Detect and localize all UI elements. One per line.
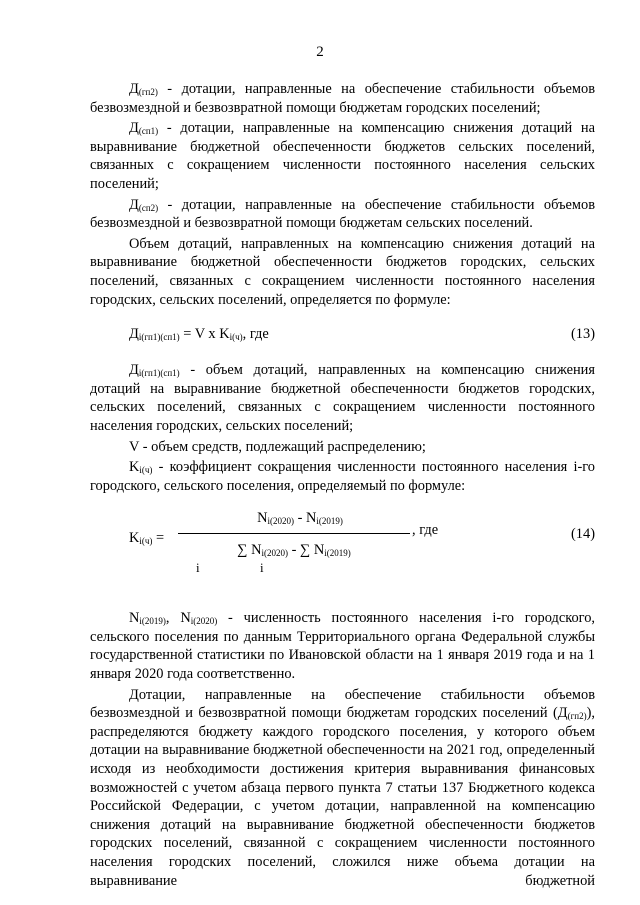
paragraph [90,80,595,117]
fraction-denominator [178,541,410,560]
symbol: ∑ N [237,542,262,559]
subscript: (сп1) [138,126,159,137]
paragraph [90,361,595,435]
fraction-numerator [190,509,410,528]
subscript: i(ч) [139,536,153,547]
symbol: N [257,510,268,527]
subscript: (гп2) [567,711,587,722]
paragraph [90,119,595,193]
formula-number: (13) [571,326,595,343]
symbol: Д [129,81,139,97]
symbol: ∑ N [300,542,325,559]
subscript: i(гп1)(сп1) [138,332,180,343]
formula-lhs [129,529,164,548]
formula-expression [129,325,269,344]
formula-part: , где [412,522,439,539]
symbol: N [180,610,191,627]
subscript: i(2019) [139,616,166,627]
symbol: K [129,530,140,547]
subscript: (гп2) [138,87,158,97]
symbol: N [306,510,317,527]
paragraph-text: - коэффициент сокращения численности постоянного населения i-го городского, сельского поселения, определяемый по формуле: [90,459,595,494]
paragraph [90,609,595,683]
subscript: i(2020) [190,616,218,627]
subscript: i(2019) [324,548,351,559]
subscript: i(2020) [261,548,288,559]
formula-part: - [294,510,306,527]
paragraph [90,458,595,495]
symbol: Д [129,326,139,343]
fraction-bar [178,533,410,534]
formula-part: = [152,530,165,547]
symbol: Д [129,196,139,213]
symbol: Д [129,362,139,379]
page-number: 2 [316,44,324,60]
paragraph [90,686,595,891]
paragraph-text: - дотации, направленные на обеспечение стабильности объемов безвозмездной и безвозвратной помощи бюджетам сельских поселений. [90,196,595,232]
paragraph-text: Дотации, направленные на обеспечение стабильности объемов безвозмездной и безвозвратной помощи бюджетам городских поселений (Д [90,686,595,722]
paragraph: Объем дотаций, направленных на компенсацию снижения дотаций на выравнивание бюджетной обеспеченности бюджетов городских, сельских поселений, связанных с сокращением численности постоянного населения городских, сельских поселений, определяется по формуле: [90,235,595,308]
paragraph: V - объем средств, подлежащий распределению; [129,438,426,455]
subscript: i(2019) [316,516,343,527]
formula-part: , где [242,326,269,343]
sum-index: i [260,560,264,576]
formula-part: , [165,610,181,627]
subscript: i(ч) [139,465,153,476]
paragraph-text: - объем дотаций, направленных на компенсацию снижения дотаций на выравнивание бюджетной обеспеченности бюджетов городских, сельских поселений, связанных с сокращением численности постоянного населения городских, сельских поселений; [90,362,595,434]
subscript: i(2020) [267,516,294,527]
subscript: (сп2) [138,202,159,213]
formula-13 [90,319,595,355]
subscript: i(ч) [229,332,243,343]
formula-part: = V x K [179,326,230,343]
document-body [90,80,595,892]
paragraph-text: - численность постоянного населения i-го городского, сельского поселения по данным Территориального органа Федеральной службы государственной статистики по Ивановской области на 1 января 2019 года и на 1 января 2020 года соответственно. [90,610,595,683]
formula-14 [90,507,595,587]
formula-part: - [288,542,300,559]
sum-index: i [196,560,200,576]
paragraph [90,196,595,233]
symbol: Д [129,120,139,137]
symbol: N [129,610,140,627]
symbol: K [129,459,140,476]
paragraph-text: - дотации, направленные на обеспечение стабильности объемов безвозмездной и безвозвратной помощи бюджетам городских поселений; [90,81,595,116]
paragraph-text: - дотации, направленные на компенсацию снижения дотаций на выравнивание бюджетной обеспеченности бюджетов сельских поселений, связанных с сокращением численности постоянного населения сельских поселений; [90,120,595,192]
subscript: i(гп1)(сп1) [138,368,180,379]
paragraph-text: ), распределяются бюджету каждого городского поселения, у которого объем дотации на выравнивание бюджетной обеспеченности на 2021 год, определенный исходя из необходимости достижения критерия выравнивания финансовых возможностей с учетом абзаца первого пункта 7 статьи 137 Бюджетного кодекса Российской Федерации, с учетом дотации, направленной на компенсацию снижения дотаций на выравнивание бюджетной обеспеченности бюджетов городских поселений, связанной с сокращением численности постоянного населения городских поселений, сложился ниже объема дотации на выравнивание бюджетной [90,705,595,889]
formula-number: (14) [571,526,595,543]
